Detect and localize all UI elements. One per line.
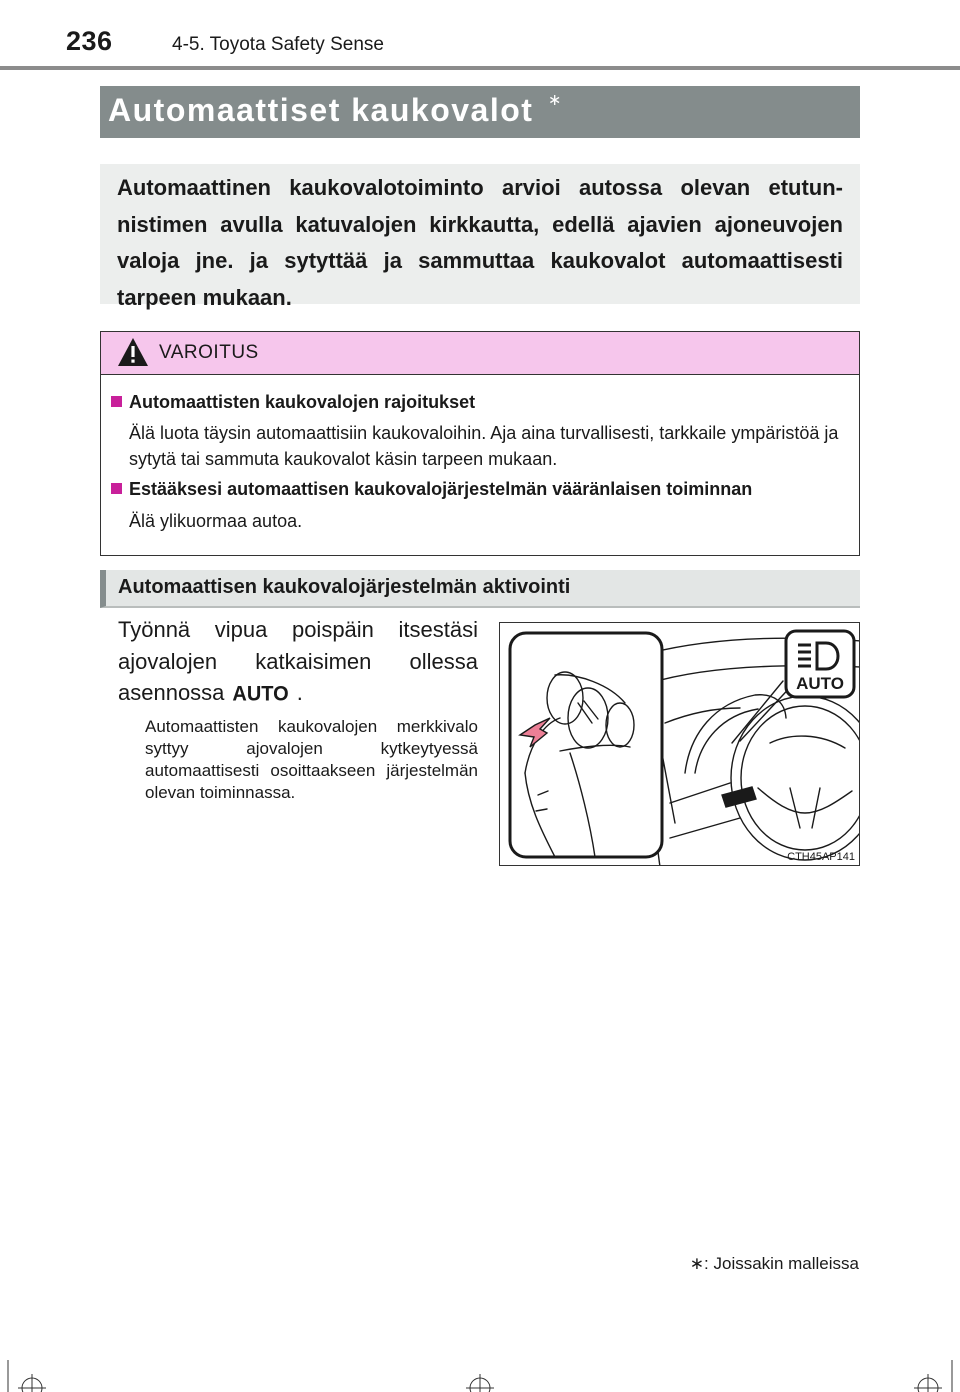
crop-marks: [0, 1360, 960, 1392]
subsection-title: Automaattisen kaukovalojärjestelmän aktivointi: [118, 576, 571, 598]
warning-box: [100, 331, 860, 556]
section-title: 4-5. Toyota Safety Sense: [172, 34, 384, 55]
instruction-text: Työnnä vipua poispäin itsestäsi ajovalojen katkaisimen ollessa: [118, 617, 478, 674]
note-text: Automaattisten kaukovalojen merkkivalo syttyy ajovalojen kytkeytyessä automaattisesti osoittaakseen järjestelmän olevan toiminnassa.: [145, 717, 478, 802]
footnote-marker: ∗: [689, 1254, 705, 1273]
warning-item-body: Älä ylikuormaa autoa.: [129, 511, 303, 531]
bullet-square-icon: [111, 483, 122, 494]
warning-item-heading: Estääksesi automaattisen kaukovalojärjestelmän vääränlaisen toiminnan: [111, 479, 752, 500]
footnote: [690, 1254, 859, 1274]
title-bar: [100, 86, 860, 138]
warning-label: VAROITUS: [159, 342, 259, 363]
page-number: 236: [66, 26, 113, 56]
subsection-bar: [100, 570, 860, 608]
intro-box: [100, 164, 860, 310]
header-divider: [0, 66, 960, 70]
warning-item-body: Älä luota täysin automaattisiin kaukovaloihin. Aja aina turvallisesti, tarkkaile ympäristöä ja sytytä tai sammuta kaukovalot käsin tarpeen mukaan.: [129, 423, 839, 469]
intro-text: Automaattinen kaukovalotoiminto arvioi autossa olevan etutunnistimen avulla katuvalojen kirkkautta, edellä ajavien ajoneuvojen valoja jne. ja sytyttää ja sammuttaa kaukovalot automaattisesti tarpeen mukaan.: [117, 175, 843, 310]
title-footnote-marker: ∗: [548, 92, 562, 109]
figure-auto-label: AUTO: [796, 674, 844, 693]
steering-column-illustration: [500, 623, 860, 866]
warning-triangle-icon: [117, 337, 149, 367]
warning-item-heading: Automaattisten kaukovalojen rajoitukset: [111, 392, 475, 413]
page-title: Automaattiset kaukovalot: [108, 92, 534, 128]
illustration: [499, 622, 860, 866]
instruction-text-line2: asennossa AUTO .: [118, 677, 303, 711]
auto-symbol: AUTO: [232, 682, 289, 706]
footnote-text: : Joissakin malleissa: [704, 1254, 859, 1273]
warning-header: [101, 332, 859, 375]
figure-code: CTH45AP141: [787, 851, 855, 863]
bullet-square-icon: [111, 396, 122, 407]
